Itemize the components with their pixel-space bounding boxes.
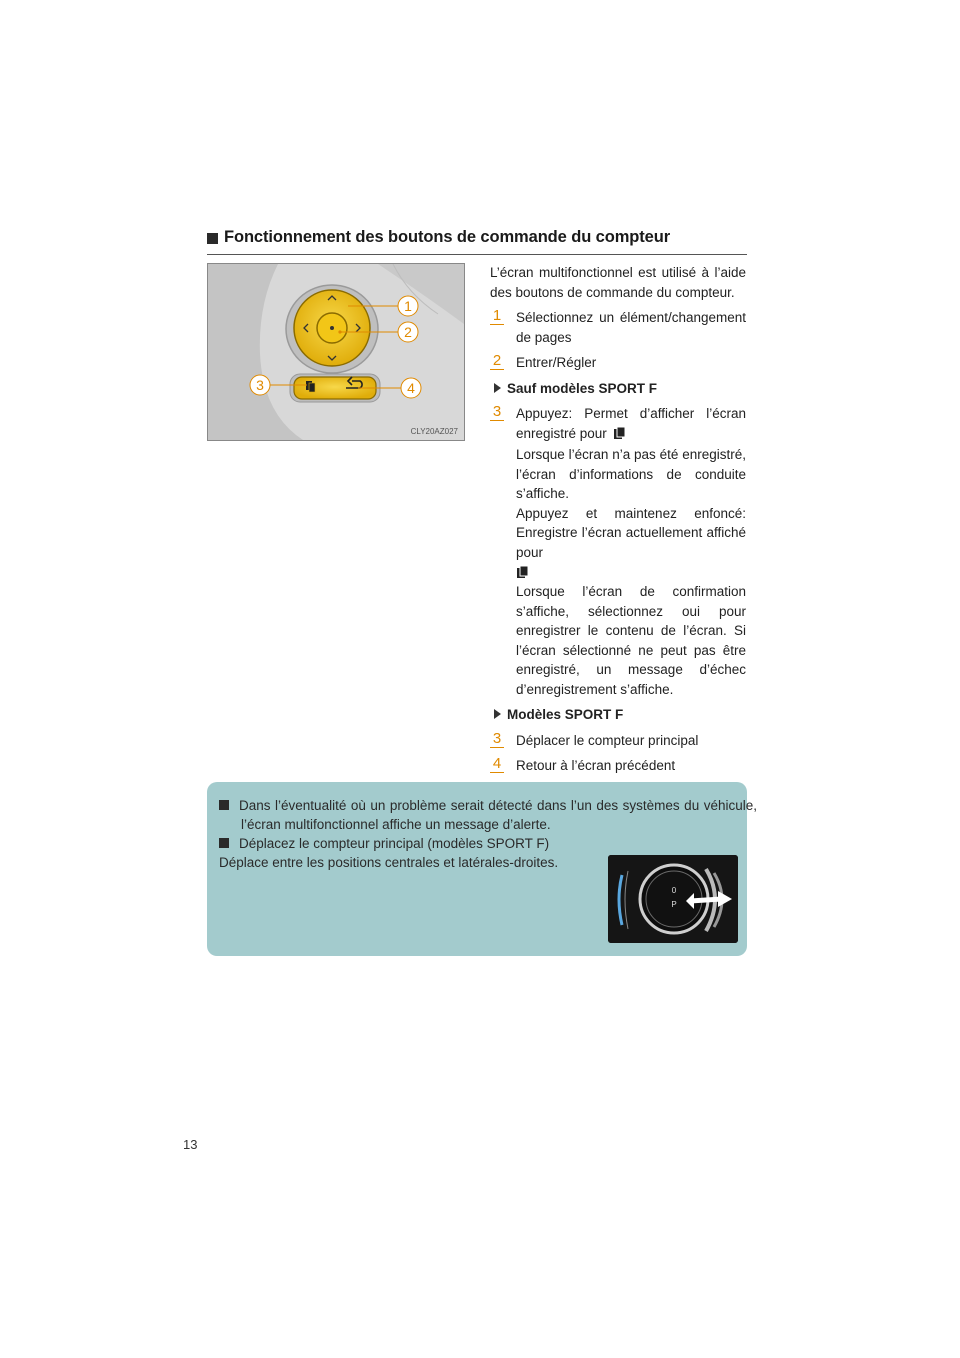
stacked-pages-icon: [516, 565, 530, 579]
item-text: Entrer/Régler: [516, 355, 597, 370]
item-number: 2: [490, 353, 504, 370]
note-move-meter-body: Déplace entre les positions centrales et latérales-droites.: [219, 855, 559, 870]
callout-3: 3: [256, 377, 264, 393]
subheading-except-sport-f: Sauf modèles SPORT F: [490, 379, 746, 399]
item-text: Sélectionnez un élément/changement de pages: [516, 310, 746, 345]
illustration-code: CLY20AZ027: [410, 427, 458, 436]
callout-2: 2: [404, 324, 412, 340]
triangle-bullet-icon: [494, 709, 501, 719]
meter-label-zero: 0: [671, 886, 677, 895]
section-heading: [207, 228, 747, 255]
bullet-square-icon: [219, 838, 229, 848]
bullet-square-icon: [207, 233, 218, 244]
meter-photo: [608, 855, 738, 943]
item-number: 4: [490, 756, 504, 773]
item-number: 3: [490, 404, 504, 421]
item-text: Retour à l’écran précédent: [516, 758, 676, 773]
list-item: [490, 353, 746, 373]
item-text: Déplacer le compteur principal: [516, 732, 699, 748]
list-item: [490, 756, 746, 776]
list-item: [490, 404, 746, 699]
bullet-square-icon: [219, 800, 229, 810]
intro-text: L’écran multifonctionnel est utilisé à l’aide des boutons de commande du compteur.: [490, 265, 746, 300]
steering-controls-illustration: [207, 263, 465, 441]
meter-label-p: P: [671, 900, 677, 909]
list-item: [490, 731, 746, 751]
callout-4: 4: [407, 380, 415, 396]
note-alert-message: Dans l’éventualité où un problème serait détecté dans l’un des systèmes du véhicule, l’écran multifonctionnel affiche un message d’alerte.: [219, 796, 757, 834]
instructions-column: [490, 263, 746, 776]
meter-drawing: [608, 855, 738, 943]
callout-1: 1: [404, 298, 412, 314]
item-number: 3: [490, 731, 504, 748]
page-number: 13: [183, 1137, 198, 1152]
triangle-bullet-icon: [494, 383, 501, 393]
steering-switch-drawing: [208, 264, 464, 440]
section-title: Fonctionnement des boutons de commande du compteur: [224, 228, 671, 246]
stacked-pages-icon: [613, 426, 627, 440]
subheading-sport-f: Modèles SPORT F: [490, 705, 746, 725]
note-move-meter: Déplacez le compteur principal (modèles SPORT F): [219, 834, 549, 853]
list-item: [490, 308, 746, 347]
item-text: Appuyez: Permet d’afficher l’écran enregistré pour Lorsque l’écran n’a pas été enregistré, l’écran d’informations de conduite s’affiche. Appuyez et maintenez enfoncé: Enregistre l’écran actuellement affiché pour Lorsque l’écran de confirmation s’affiche, sélectionnez oui pour enregistrer le contenu de l’écran. Si l’écran sélectionné ne peut pas être enregistré, un message d’échec d’enregistrement s’affiche.: [516, 406, 746, 697]
item-number: 1: [490, 308, 504, 325]
